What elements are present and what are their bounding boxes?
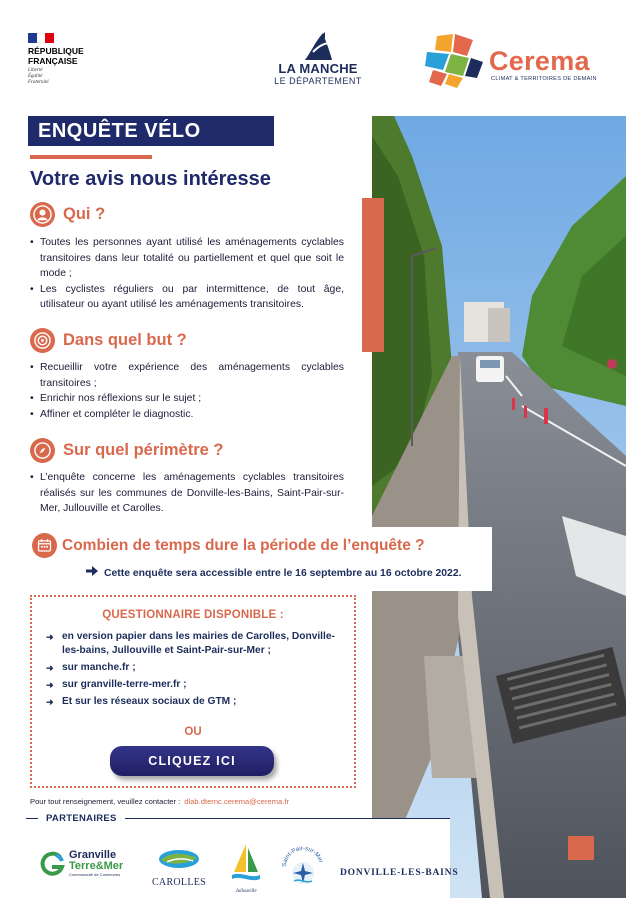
department-subtitle: LE DÉPARTEMENT [274,76,362,86]
list-item: ➜ en version papier dans les mairies de Carolles, Donville-les-bains, Jullouville et Saint-Pair-sur-Mer ; [46,630,346,658]
section-duree-title: Combien de temps dure la période de l’enquête ? [62,536,425,554]
title-underline [30,155,152,159]
list-item: • Les cyclistes réguliers ou par intermittence, de tout âge, utilisateur ou ayant utilisé les aménagements transitoires. [30,282,344,313]
or-separator: OU [184,726,202,738]
section-but-list [30,360,344,422]
duration-text [86,566,462,579]
granville-terre-mer-logo [38,850,123,877]
list-item: • Toutes les personnes ayant utilisé les aménagements cyclables transitoires dans leur totalité ou partiellement et quel que soit le mode ; [30,235,344,282]
donville-les-bains-logo: DONVILLE-LES-BAINS [340,868,459,878]
contact-email-link[interactable]: dlab.dternc.cerema@cerema.fr [184,797,290,806]
cliquez-ici-button[interactable]: CLIQUEZ ICI [110,746,274,776]
arrow-right-icon [86,566,98,579]
gtm-line1: Granville [69,849,117,861]
duration-value: Cette enquête sera accessible entre le 16 septembre au 16 octobre 2022. [104,568,462,579]
motto-egalite: Égalité [28,74,43,79]
decorative-orange-square [568,836,594,860]
section-perimetre-list [30,470,344,517]
questionnaire-list [46,630,346,712]
section-but-header [30,328,187,353]
saint-pair-name: Saint-Pair-sur-Mer [281,845,324,868]
jullouville-logo [228,842,264,894]
section-perimetre-title: Sur quel périmètre ? [63,441,224,459]
calendar-icon [32,533,57,558]
jullouville-name: Jullouville [235,889,257,894]
compass-icon [30,438,55,463]
gtm-line3: Communauté de Communes [69,872,121,877]
contact-line [30,797,289,806]
saint-pair-emblem-icon [280,843,326,889]
list-item: • Enrichir nos réflexions sur le sujet ; [30,391,344,407]
target-icon [30,328,55,353]
partners-label: PARTENAIRES [38,813,125,824]
saint-pair-sur-mer-logo [280,843,326,889]
section-perimetre-header [30,438,223,463]
header [0,0,626,108]
cerema-emblem-icon [423,32,485,88]
list-item[interactable]: ➜ sur manche.fr ; [46,661,346,675]
list-item: ➜ Et sur les réseaux sociaux de GTM ; [46,695,346,709]
motto-fraternite: Fraternité [28,80,49,85]
section-qui-header [30,202,105,227]
la-manche-emblem-icon [301,30,335,62]
list-item[interactable]: ➜ sur granville-terre-mer.fr ; [46,678,346,692]
bike-lane-street-illustration [372,116,626,898]
person-icon [30,202,55,227]
title-banner [28,116,274,146]
jullouville-emblem-icon [230,842,262,884]
decorative-orange-bar [362,198,384,352]
la-manche-logo [268,30,368,86]
carolles-name: CAROLLES [151,877,207,888]
questionnaire-title: QUESTIONNAIRE DISPONIBLE : [102,609,284,621]
page-title: ENQUÊTE VÉLO [38,120,201,142]
department-name: LA MANCHE [278,61,358,76]
section-qui-list [30,235,344,313]
page-subtitle: Votre avis nous intéresse [30,168,271,190]
street-photo [372,116,626,898]
list-item: • Affiner et compléter le diagnostic. [30,407,344,423]
list-item: • Recueillir votre expérience des aménagements cyclables transitoires ; [30,360,344,391]
list-item: • L’enquête concerne les aménagements cyclables transitoires réalisés sur les communes de Donville-les-Bains, Saint-Pair-sur-Mer, Jullouville et Carolles. [30,470,344,517]
gtm-line2: Terre&Mer [69,860,124,872]
cerema-name: Cerema [489,46,590,76]
french-flag-icon [28,33,54,43]
republique-name-line1: RÉPUBLIQUE [28,46,84,56]
cerema-tagline: CLIMAT & TERRITOIRES DE DEMAIN [491,76,597,82]
section-qui-title: Qui ? [63,205,106,223]
section-but-title: Dans quel but ? [63,331,187,349]
motto-liberte: Liberté [28,68,43,73]
gtm-emblem-icon [38,851,66,877]
republique-name-line2: FRANÇAISE [28,55,78,66]
carolles-emblem-icon [157,848,201,870]
cerema-logo [423,32,613,88]
carolles-logo [150,848,208,888]
contact-label: Pour tout renseignement, veuillez contacter : [30,797,181,806]
section-duree-header [32,533,425,558]
republique-motto [28,68,108,86]
republique-francaise-logo [28,33,108,86]
